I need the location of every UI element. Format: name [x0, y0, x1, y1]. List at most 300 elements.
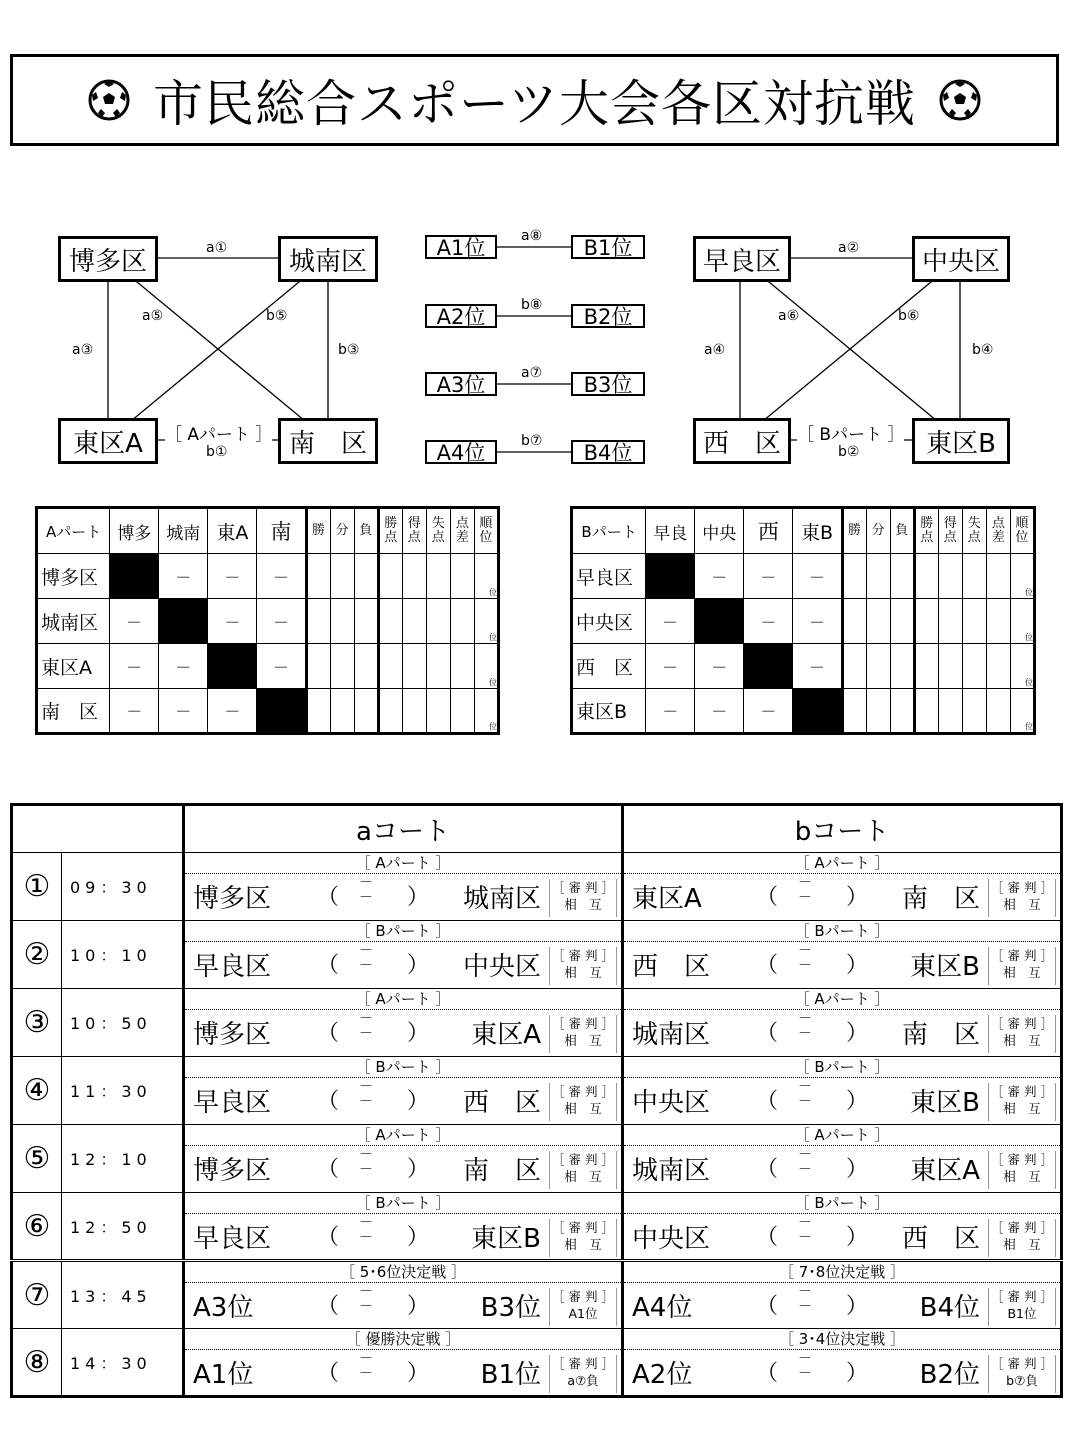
- col-header: 西: [744, 508, 793, 554]
- score-field[interactable]: [359, 1352, 373, 1382]
- game-cell: [184, 989, 623, 1057]
- rank-box: A3位: [425, 372, 497, 396]
- score-dash: －: [798, 1147, 812, 1163]
- row-team: 南 区: [37, 689, 110, 734]
- score-field[interactable]: [798, 876, 812, 906]
- match-label: b③: [338, 342, 360, 358]
- row-team: 早良区: [572, 554, 646, 599]
- stat-header: 得点: [402, 508, 426, 554]
- referee-value: 相 互: [1003, 1101, 1041, 1116]
- referee-value: 相 互: [1003, 1237, 1041, 1252]
- slot-time: 09：30: [62, 853, 184, 921]
- score-field[interactable]: [798, 1080, 812, 1110]
- rank-box: B1位: [571, 235, 645, 259]
- referee-label: ［ 審 判 ］: [552, 880, 614, 895]
- stat-header: 分: [866, 508, 890, 554]
- schedule-corner: [12, 805, 184, 853]
- score-dash: －: [798, 1366, 812, 1382]
- referee-box: [988, 1151, 1056, 1189]
- referee-value: b⑦負: [1006, 1373, 1038, 1388]
- match-label: a④: [704, 342, 726, 358]
- score-dash: －: [359, 1079, 373, 1095]
- result-cell: －: [110, 644, 159, 689]
- referee-box: [988, 1288, 1056, 1326]
- rank-box: B2位: [571, 304, 645, 328]
- referee-label: ［ 審 判 ］: [552, 1152, 614, 1167]
- paren-left: （: [317, 1157, 340, 1182]
- stat-header: 失点: [962, 508, 986, 554]
- result-cell: －: [695, 554, 744, 599]
- score-dash: －: [359, 1162, 373, 1178]
- result-cell: －: [208, 689, 257, 734]
- score-field[interactable]: [359, 944, 373, 974]
- part-a-label: ［ Aパート ］: [165, 420, 272, 445]
- score-dash: －: [798, 958, 812, 974]
- result-cell: －: [744, 689, 793, 734]
- paren-right: ）: [846, 1361, 869, 1386]
- paren-left: （: [756, 1361, 779, 1386]
- rank-box: A4位: [425, 440, 497, 464]
- referee-value: 相 互: [564, 1237, 602, 1252]
- bracket-team-jonan: 城南区: [278, 236, 378, 282]
- self-cell: [208, 644, 257, 689]
- paren-right: ）: [407, 1089, 430, 1114]
- court-b-header: bコート: [623, 805, 1062, 853]
- game-cell: [623, 1261, 1062, 1329]
- match-label: a⑦: [521, 365, 543, 381]
- result-cell: －: [793, 554, 842, 599]
- col-header: 城南: [159, 508, 208, 554]
- bracket-team-hakata: 博多区: [58, 236, 158, 282]
- rank-box: B4位: [571, 440, 645, 464]
- slot-number: ③: [12, 989, 62, 1057]
- bracket-team-nishi: 西 区: [693, 418, 791, 464]
- score-dash: －: [359, 1351, 373, 1367]
- referee-label: ［ 審 判 ］: [991, 1152, 1053, 1167]
- away-team: 東区B: [471, 1224, 541, 1254]
- rank-box: B3位: [571, 372, 645, 396]
- score-dash: －: [798, 1162, 812, 1178]
- result-cell: －: [744, 554, 793, 599]
- result-cell: －: [257, 644, 306, 689]
- game-part-label: ［ Bパート ］: [624, 1057, 1060, 1078]
- score-field[interactable]: [359, 1012, 373, 1042]
- game-cell: [184, 921, 623, 989]
- game-cell: [184, 1193, 623, 1261]
- home-team: 早良区: [193, 1088, 272, 1118]
- score-dash: －: [359, 875, 373, 891]
- match-label: a⑤: [142, 308, 164, 324]
- self-cell: [159, 599, 208, 644]
- home-team: 中央区: [632, 1088, 711, 1118]
- row-team: 東区A: [37, 644, 110, 689]
- away-team: 南 区: [901, 884, 980, 914]
- referee-box: [549, 1015, 617, 1053]
- stat-header: 点差: [986, 508, 1010, 554]
- league-table-a: [35, 506, 500, 735]
- game-cell: [184, 1125, 623, 1193]
- game-cell: [184, 1057, 623, 1125]
- stat-header: 得点: [938, 508, 962, 554]
- match-label: a⑥: [778, 308, 800, 324]
- score-field[interactable]: [359, 1080, 373, 1110]
- schedule-row: [12, 1329, 1062, 1397]
- result-cell: －: [793, 599, 842, 644]
- schedule-row: [12, 989, 1062, 1057]
- match-label: b⑧: [521, 297, 543, 313]
- away-team: B2位: [919, 1360, 980, 1390]
- stat-header: 勝: [842, 508, 866, 554]
- paren-right: ）: [407, 1361, 430, 1386]
- paren-right: ）: [846, 1294, 869, 1319]
- league-corner: Bパート: [572, 508, 646, 554]
- game-cell: [623, 1193, 1062, 1261]
- referee-label: ［ 審 判 ］: [991, 948, 1053, 963]
- score-dash: －: [798, 1094, 812, 1110]
- score-field[interactable]: [798, 1352, 812, 1382]
- result-cell: －: [695, 644, 744, 689]
- game-part-label: ［ 優勝決定戦 ］: [185, 1329, 621, 1350]
- result-cell: －: [159, 554, 208, 599]
- self-cell: [744, 644, 793, 689]
- score-field[interactable]: [798, 1012, 812, 1042]
- self-cell: [257, 689, 306, 734]
- bracket-team-sawara: 早良区: [693, 236, 791, 282]
- match-label: a①: [206, 240, 228, 256]
- paren-left: （: [317, 1021, 340, 1046]
- part-b-label: ［ Bパート ］: [797, 420, 904, 445]
- game-part-label: ［ Aパート ］: [624, 853, 1060, 874]
- paren-right: ）: [407, 953, 430, 978]
- bracket-team-higashi-b: 東区B: [912, 418, 1010, 464]
- score-field[interactable]: [798, 1216, 812, 1246]
- referee-box: [549, 1083, 617, 1121]
- away-team: B3位: [480, 1293, 541, 1323]
- stat-header: 負: [354, 508, 378, 554]
- game-part-label: ［ Aパート ］: [624, 989, 1060, 1010]
- rank-cell: 位: [474, 554, 498, 599]
- game-part-label: ［ Aパート ］: [185, 853, 621, 874]
- away-team: 城南区: [462, 884, 541, 914]
- slot-number: ⑤: [12, 1125, 62, 1193]
- stat-header: 順位: [474, 508, 498, 554]
- row-team: 博多区: [37, 554, 110, 599]
- referee-value: 相 互: [564, 897, 602, 912]
- slot-number: ④: [12, 1057, 62, 1125]
- stat-header: 失点: [426, 508, 450, 554]
- score-dash: －: [359, 1147, 373, 1163]
- score-dash: －: [798, 1230, 812, 1246]
- schedule-row: [12, 1057, 1062, 1125]
- score-field[interactable]: [359, 1216, 373, 1246]
- slot-time: 13：45: [62, 1261, 184, 1329]
- referee-label: ［ 審 判 ］: [991, 1356, 1053, 1371]
- schedule-row: [12, 921, 1062, 989]
- stat-header: 勝: [306, 508, 330, 554]
- col-header: 博多: [110, 508, 159, 554]
- referee-box: [988, 1219, 1056, 1257]
- referee-label: ［ 審 判 ］: [552, 1220, 614, 1235]
- score-dash: －: [798, 1011, 812, 1027]
- self-cell: [793, 689, 842, 734]
- game-cell: [184, 1329, 623, 1397]
- paren-right: ）: [846, 885, 869, 910]
- referee-value: 相 互: [564, 1169, 602, 1184]
- slot-number: ①: [12, 853, 62, 921]
- slot-time: 10：10: [62, 921, 184, 989]
- row-team: 西 区: [572, 644, 646, 689]
- game-cell: [623, 989, 1062, 1057]
- referee-label: ［ 審 判 ］: [552, 1084, 614, 1099]
- score-field[interactable]: [359, 876, 373, 906]
- score-field[interactable]: [798, 1285, 812, 1315]
- score-dash: －: [359, 1026, 373, 1042]
- self-cell: [646, 554, 695, 599]
- home-team: 早良区: [193, 1224, 272, 1254]
- away-team: 南 区: [462, 1156, 541, 1186]
- referee-value: 相 互: [1003, 897, 1041, 912]
- away-team: 南 区: [901, 1020, 980, 1050]
- home-team: 城南区: [632, 1020, 711, 1050]
- stat-header: 分: [330, 508, 354, 554]
- score-dash: －: [359, 1299, 373, 1315]
- away-team: 中央区: [462, 952, 541, 982]
- home-team: A1位: [193, 1360, 254, 1390]
- paren-left: （: [756, 1089, 779, 1114]
- rank-cell: 位: [474, 689, 498, 734]
- referee-label: ［ 審 判 ］: [552, 948, 614, 963]
- result-cell: －: [159, 689, 208, 734]
- slot-time: 12：50: [62, 1193, 184, 1261]
- match-label: a②: [838, 240, 860, 256]
- referee-value: A1位: [568, 1306, 598, 1321]
- result-cell: －: [744, 599, 793, 644]
- paren-right: ）: [846, 1021, 869, 1046]
- result-cell: －: [159, 644, 208, 689]
- match-label: a⑧: [521, 228, 543, 244]
- game-cell: [623, 1057, 1062, 1125]
- result-cell: －: [646, 689, 695, 734]
- away-team: B1位: [480, 1360, 541, 1390]
- score-dash: －: [359, 1011, 373, 1027]
- rank-cell: 位: [474, 599, 498, 644]
- game-part-label: ［ 3･4位決定戦 ］: [624, 1329, 1060, 1350]
- referee-value: B1位: [1007, 1306, 1037, 1321]
- paren-right: ）: [407, 1157, 430, 1182]
- col-header: 東A: [208, 508, 257, 554]
- col-header: 中央: [695, 508, 744, 554]
- score-dash: －: [798, 943, 812, 959]
- slot-number: ⑧: [12, 1329, 62, 1397]
- referee-label: ［ 審 判 ］: [991, 880, 1053, 895]
- rank-cell: 位: [1010, 554, 1034, 599]
- game-part-label: ［ Bパート ］: [624, 921, 1060, 942]
- rank-cell: 位: [1010, 689, 1034, 734]
- score-dash: －: [359, 958, 373, 974]
- score-dash: －: [359, 1366, 373, 1382]
- paren-left: （: [317, 1225, 340, 1250]
- paren-right: ）: [407, 885, 430, 910]
- score-dash: －: [359, 1215, 373, 1231]
- rank-box: A2位: [425, 304, 497, 328]
- paren-right: ）: [846, 1089, 869, 1114]
- referee-box: [549, 947, 617, 985]
- slot-number: ⑦: [12, 1261, 62, 1329]
- referee-value: 相 互: [564, 1101, 602, 1116]
- bracket-team-higashi-a: 東区A: [58, 418, 158, 464]
- referee-box: [549, 1151, 617, 1189]
- home-team: 中央区: [632, 1224, 711, 1254]
- away-team: 西 区: [462, 1088, 541, 1118]
- self-cell: [110, 554, 159, 599]
- bracket-team-chuo: 中央区: [912, 236, 1010, 282]
- game-part-label: ［ Bパート ］: [185, 921, 621, 942]
- stat-header: 点差: [450, 508, 474, 554]
- home-team: 博多区: [193, 1020, 272, 1050]
- rank-cell: 位: [474, 644, 498, 689]
- home-team: 博多区: [193, 884, 272, 914]
- slot-time: 14：30: [62, 1329, 184, 1397]
- referee-label: ［ 審 判 ］: [991, 1289, 1053, 1304]
- match-label: b④: [972, 342, 994, 358]
- game-part-label: ［ 7･8位決定戦 ］: [624, 1262, 1060, 1283]
- result-cell: －: [208, 554, 257, 599]
- score-dash: －: [798, 1299, 812, 1315]
- stat-header: 勝点: [914, 508, 938, 554]
- score-dash: －: [359, 1230, 373, 1246]
- slot-time: 12：10: [62, 1125, 184, 1193]
- schedule-row: [12, 1193, 1062, 1261]
- rank-box: A1位: [425, 235, 497, 259]
- referee-box: [549, 1219, 617, 1257]
- home-team: 東区A: [632, 884, 702, 914]
- referee-value: 相 互: [1003, 1033, 1041, 1048]
- referee-label: ［ 審 判 ］: [991, 1016, 1053, 1031]
- paren-left: （: [317, 1294, 340, 1319]
- score-field[interactable]: [359, 1148, 373, 1178]
- referee-box: [988, 1015, 1056, 1053]
- paren-left: （: [317, 1089, 340, 1114]
- rank-cell: 位: [1010, 644, 1034, 689]
- home-team: A4位: [632, 1293, 693, 1323]
- referee-box: [988, 1355, 1056, 1393]
- result-cell: －: [646, 644, 695, 689]
- row-team: 城南区: [37, 599, 110, 644]
- col-header: 早良: [646, 508, 695, 554]
- paren-left: （: [756, 1294, 779, 1319]
- result-cell: －: [110, 689, 159, 734]
- rank-cell: 位: [1010, 599, 1034, 644]
- game-part-label: ［ 5･6位決定戦 ］: [185, 1262, 621, 1283]
- slot-number: ②: [12, 921, 62, 989]
- referee-box: [549, 1355, 617, 1393]
- game-part-label: ［ Bパート ］: [185, 1057, 621, 1078]
- paren-right: ）: [407, 1225, 430, 1250]
- score-dash: －: [798, 1284, 812, 1300]
- paren-right: ）: [846, 1157, 869, 1182]
- result-cell: －: [110, 599, 159, 644]
- stat-header: 勝点: [378, 508, 402, 554]
- schedule-row: [12, 853, 1062, 921]
- score-dash: －: [359, 943, 373, 959]
- paren-right: ）: [407, 1021, 430, 1046]
- score-dash: －: [798, 1026, 812, 1042]
- col-header: 南: [257, 508, 306, 554]
- bracket-team-minami: 南 区: [278, 418, 378, 464]
- away-team: 西 区: [901, 1224, 980, 1254]
- match-label: a③: [72, 342, 94, 358]
- col-header: 東B: [793, 508, 842, 554]
- score-dash: －: [359, 1284, 373, 1300]
- score-dash: －: [798, 890, 812, 906]
- score-field[interactable]: [798, 1148, 812, 1178]
- referee-box: [988, 879, 1056, 917]
- paren-left: （: [317, 885, 340, 910]
- away-team: 東区A: [910, 1156, 980, 1186]
- league-corner: Aパート: [37, 508, 110, 554]
- referee-value: 相 互: [564, 965, 602, 980]
- home-team: 早良区: [193, 952, 272, 982]
- paren-left: （: [317, 953, 340, 978]
- score-dash: －: [798, 1079, 812, 1095]
- away-team: 東区B: [910, 1088, 980, 1118]
- title-text: 市民総合スポーツ大会各区対抗戦: [153, 75, 916, 133]
- slot-time: 10：50: [62, 989, 184, 1057]
- self-cell: [695, 599, 744, 644]
- score-field[interactable]: [359, 1285, 373, 1315]
- result-cell: －: [695, 689, 744, 734]
- paren-right: ）: [846, 953, 869, 978]
- score-dash: －: [359, 890, 373, 906]
- result-cell: －: [793, 644, 842, 689]
- result-cell: －: [208, 599, 257, 644]
- paren-left: （: [756, 1021, 779, 1046]
- result-cell: －: [257, 599, 306, 644]
- slot-number: ⑥: [12, 1193, 62, 1261]
- game-cell: [623, 853, 1062, 921]
- referee-value: 相 互: [564, 1033, 602, 1048]
- paren-right: ）: [846, 1225, 869, 1250]
- home-team: A2位: [632, 1360, 693, 1390]
- score-dash: －: [798, 875, 812, 891]
- home-team: 城南区: [632, 1156, 711, 1186]
- game-part-label: ［ Aパート ］: [185, 989, 621, 1010]
- game-part-label: ［ Bパート ］: [185, 1193, 621, 1214]
- referee-label: ［ 審 判 ］: [552, 1016, 614, 1031]
- paren-left: （: [756, 953, 779, 978]
- match-label: b①: [206, 444, 228, 460]
- match-label: b⑥: [898, 308, 920, 324]
- match-label: b⑦: [521, 433, 543, 449]
- match-label: b⑤: [266, 308, 288, 324]
- slot-time: 11：30: [62, 1057, 184, 1125]
- league-table-b: [570, 506, 1036, 735]
- score-field[interactable]: [798, 944, 812, 974]
- referee-value: a⑦負: [567, 1373, 599, 1388]
- game-part-label: ［ Aパート ］: [185, 1125, 621, 1146]
- result-cell: －: [646, 599, 695, 644]
- referee-label: ［ 審 判 ］: [552, 1356, 614, 1371]
- away-team: 東区A: [471, 1020, 541, 1050]
- away-team: B4位: [919, 1293, 980, 1323]
- result-cell: －: [257, 554, 306, 599]
- referee-box: [549, 1288, 617, 1326]
- court-a-header: aコート: [184, 805, 623, 853]
- game-cell: [623, 1125, 1062, 1193]
- referee-box: [988, 1083, 1056, 1121]
- referee-label: ［ 審 判 ］: [991, 1084, 1053, 1099]
- paren-left: （: [756, 1225, 779, 1250]
